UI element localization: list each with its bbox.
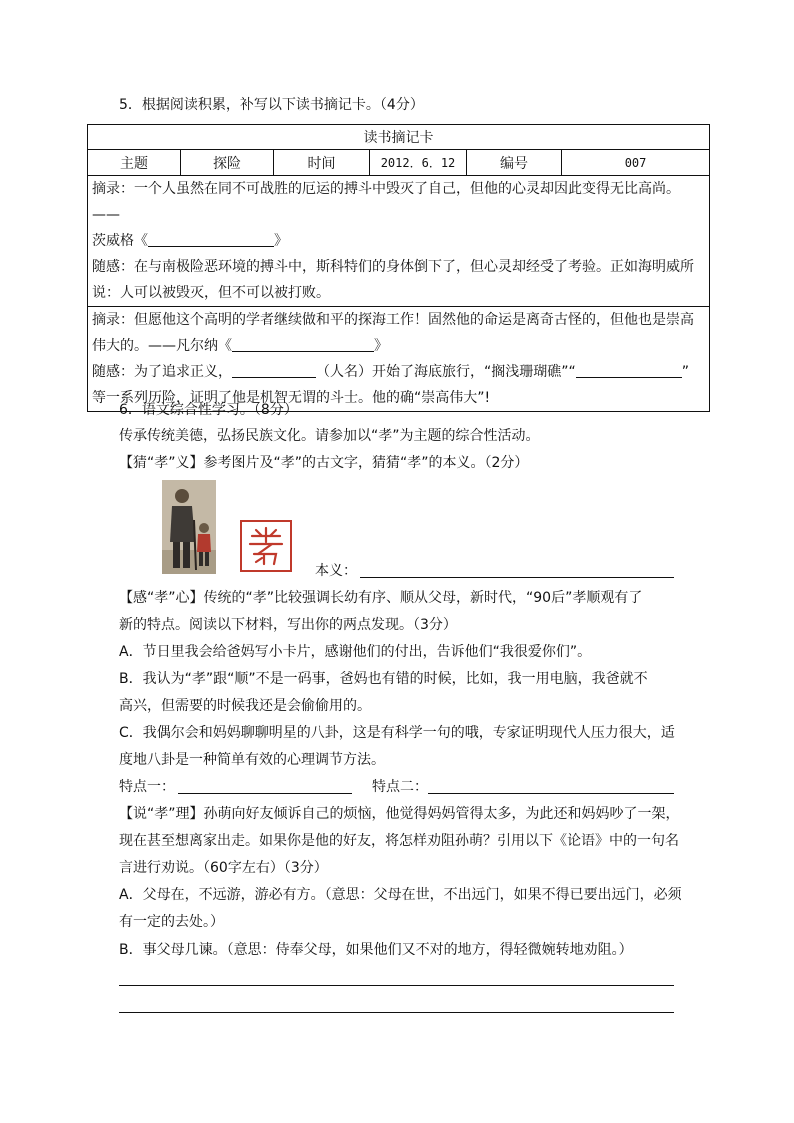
- material-c-line2: 度地八卦是一种简单有效的心理调节方法。: [119, 752, 385, 768]
- number-label: 编号: [467, 150, 562, 176]
- adventure-blank[interactable]: [576, 363, 682, 378]
- entry1-excerpt-prefix: 茨威格《: [92, 233, 148, 249]
- entry2-comment-b: （人名）开始了海底旅行，“搁浅珊瑚礁”“: [316, 364, 576, 380]
- entry2-book-blank[interactable]: [232, 337, 374, 352]
- entry1-comment-line1: 随感：在与南极险恶环境的搏斗中，斯科特们的身体倒下了，但心灵却经受了考验。正如海明威所: [92, 259, 694, 275]
- feature1-answer-line[interactable]: [178, 793, 352, 794]
- quote-a-line1: A．父母在，不远游，游必有方。（意思：父母在世，不出远门，如果不得已要出远门，必须: [119, 887, 682, 903]
- ancient-seal-character-xiao-icon: [240, 520, 292, 572]
- entry2-excerpt-line1: 摘录：但愿他这个高明的学者继续做和平的探海工作！固然他的命运是离奇古怪的，但他也是崇高: [92, 312, 694, 328]
- material-b-line1: B．我认为“孝”跟“顺”不是一码事，爸妈也有错的时候，比如，我一用电脑，我爸就不: [119, 671, 648, 687]
- q6-intro: 传承传统美德，弘扬民族文化。请参加以“孝”为主题的综合性活动。: [119, 428, 540, 444]
- entry1-comment-line2: 说：人可以被毁灭，但不可以被打败。: [92, 285, 330, 301]
- entry2-comment-line2: 等一系列历险，证明了他是机智无谓的斗士。他的确“崇高伟大”!: [92, 390, 491, 406]
- card-entry-1: [88, 176, 710, 307]
- quote-a-line2: 有一定的去处。）: [119, 914, 224, 930]
- say-section-line2: 现在甚至想离家出走。如果你是他的好友，将怎样劝阻孙萌？引用以下《论语》中的一句名: [119, 833, 679, 849]
- time-value: 2012．6．12: [370, 150, 467, 176]
- entry2-comment-c: ”: [681, 364, 690, 380]
- entry2-excerpt-line2: [92, 333, 705, 359]
- feature2-answer-line[interactable]: [428, 793, 674, 794]
- entry2-excerpt-prefix: 伟大的。——凡尔纳《: [92, 338, 232, 354]
- entry2-excerpt-suffix: 》: [374, 338, 388, 354]
- entry1-book-blank[interactable]: [148, 232, 274, 247]
- say-section-line1: 【说“孝”理】孙萌向好友倾诉自己的烦恼，他觉得妈妈管得太多，为此还和妈妈吵了一架，: [119, 806, 680, 822]
- person-name-blank[interactable]: [232, 363, 316, 378]
- grandfather-and-child-photo-icon: [162, 480, 216, 574]
- reading-note-card: [87, 124, 710, 412]
- say-section-line3: 言进行劝说。（60字左右）（3分）: [119, 860, 328, 876]
- entry1-excerpt-suffix: 》: [274, 233, 288, 249]
- quote-b: B．事父母几谏。（意思：侍奉父母，如果他们又不对的地方，得轻微婉转地劝阻。）: [119, 942, 633, 958]
- persuasion-answer-line-1[interactable]: [119, 985, 674, 986]
- persuasion-answer-line-2[interactable]: [119, 1012, 674, 1013]
- meaning-answer-line[interactable]: [360, 577, 674, 578]
- meaning-label: 本义：: [315, 563, 357, 579]
- number-value: 007: [562, 150, 710, 176]
- feel-section-line1: 【感“孝”心】传统的“孝”比较强调长幼有序、顺从父母，新时代，“90后”孝顺观有了: [119, 590, 643, 606]
- feel-section-line2: 新的特点。阅读以下材料，写出你的两点发现。（3分）: [119, 617, 457, 633]
- material-a: A．节日里我会给爸妈写小卡片，感谢他们的付出，告诉他们“我很爱你们”。: [119, 644, 592, 660]
- material-b-line2: 高兴，但需要的时候我还是会偷偷用的。: [119, 698, 371, 714]
- material-c-line1: C．我偶尔会和妈妈聊聊明星的八卦，这是有科学一句的哦，专家证明现代人压力很大，适: [119, 725, 675, 741]
- feature1-label: 特点一：: [119, 779, 175, 795]
- theme-value: 探险: [181, 150, 274, 176]
- card-title: 读书摘记卡: [88, 125, 710, 150]
- entry2-comment-line1: [92, 359, 705, 385]
- card-entry-2: [88, 307, 710, 412]
- guess-section-prompt: 【猜“孝”义】参考图片及“孝”的古文字，猜猜“孝”的本义。（2分）: [119, 455, 529, 471]
- feature2-label: 特点二：: [372, 779, 428, 795]
- entry2-comment-a: 随感：为了追求正义，: [92, 364, 232, 380]
- entry1-excerpt-line1: 摘录：一个人虽然在同不可战胜的厄运的搏斗中毁灭了自己，但他的心灵却因此变得无比高尚。——: [92, 181, 680, 223]
- entry1-excerpt-line2: [92, 228, 705, 254]
- time-label: 时间: [274, 150, 370, 176]
- theme-label: 主题: [88, 150, 181, 176]
- q5-heading: 5．根据阅读积累，补写以下读书摘记卡。（4分）: [119, 97, 424, 113]
- q6-heading: 6．语文综合性学习。（8分）: [119, 402, 298, 418]
